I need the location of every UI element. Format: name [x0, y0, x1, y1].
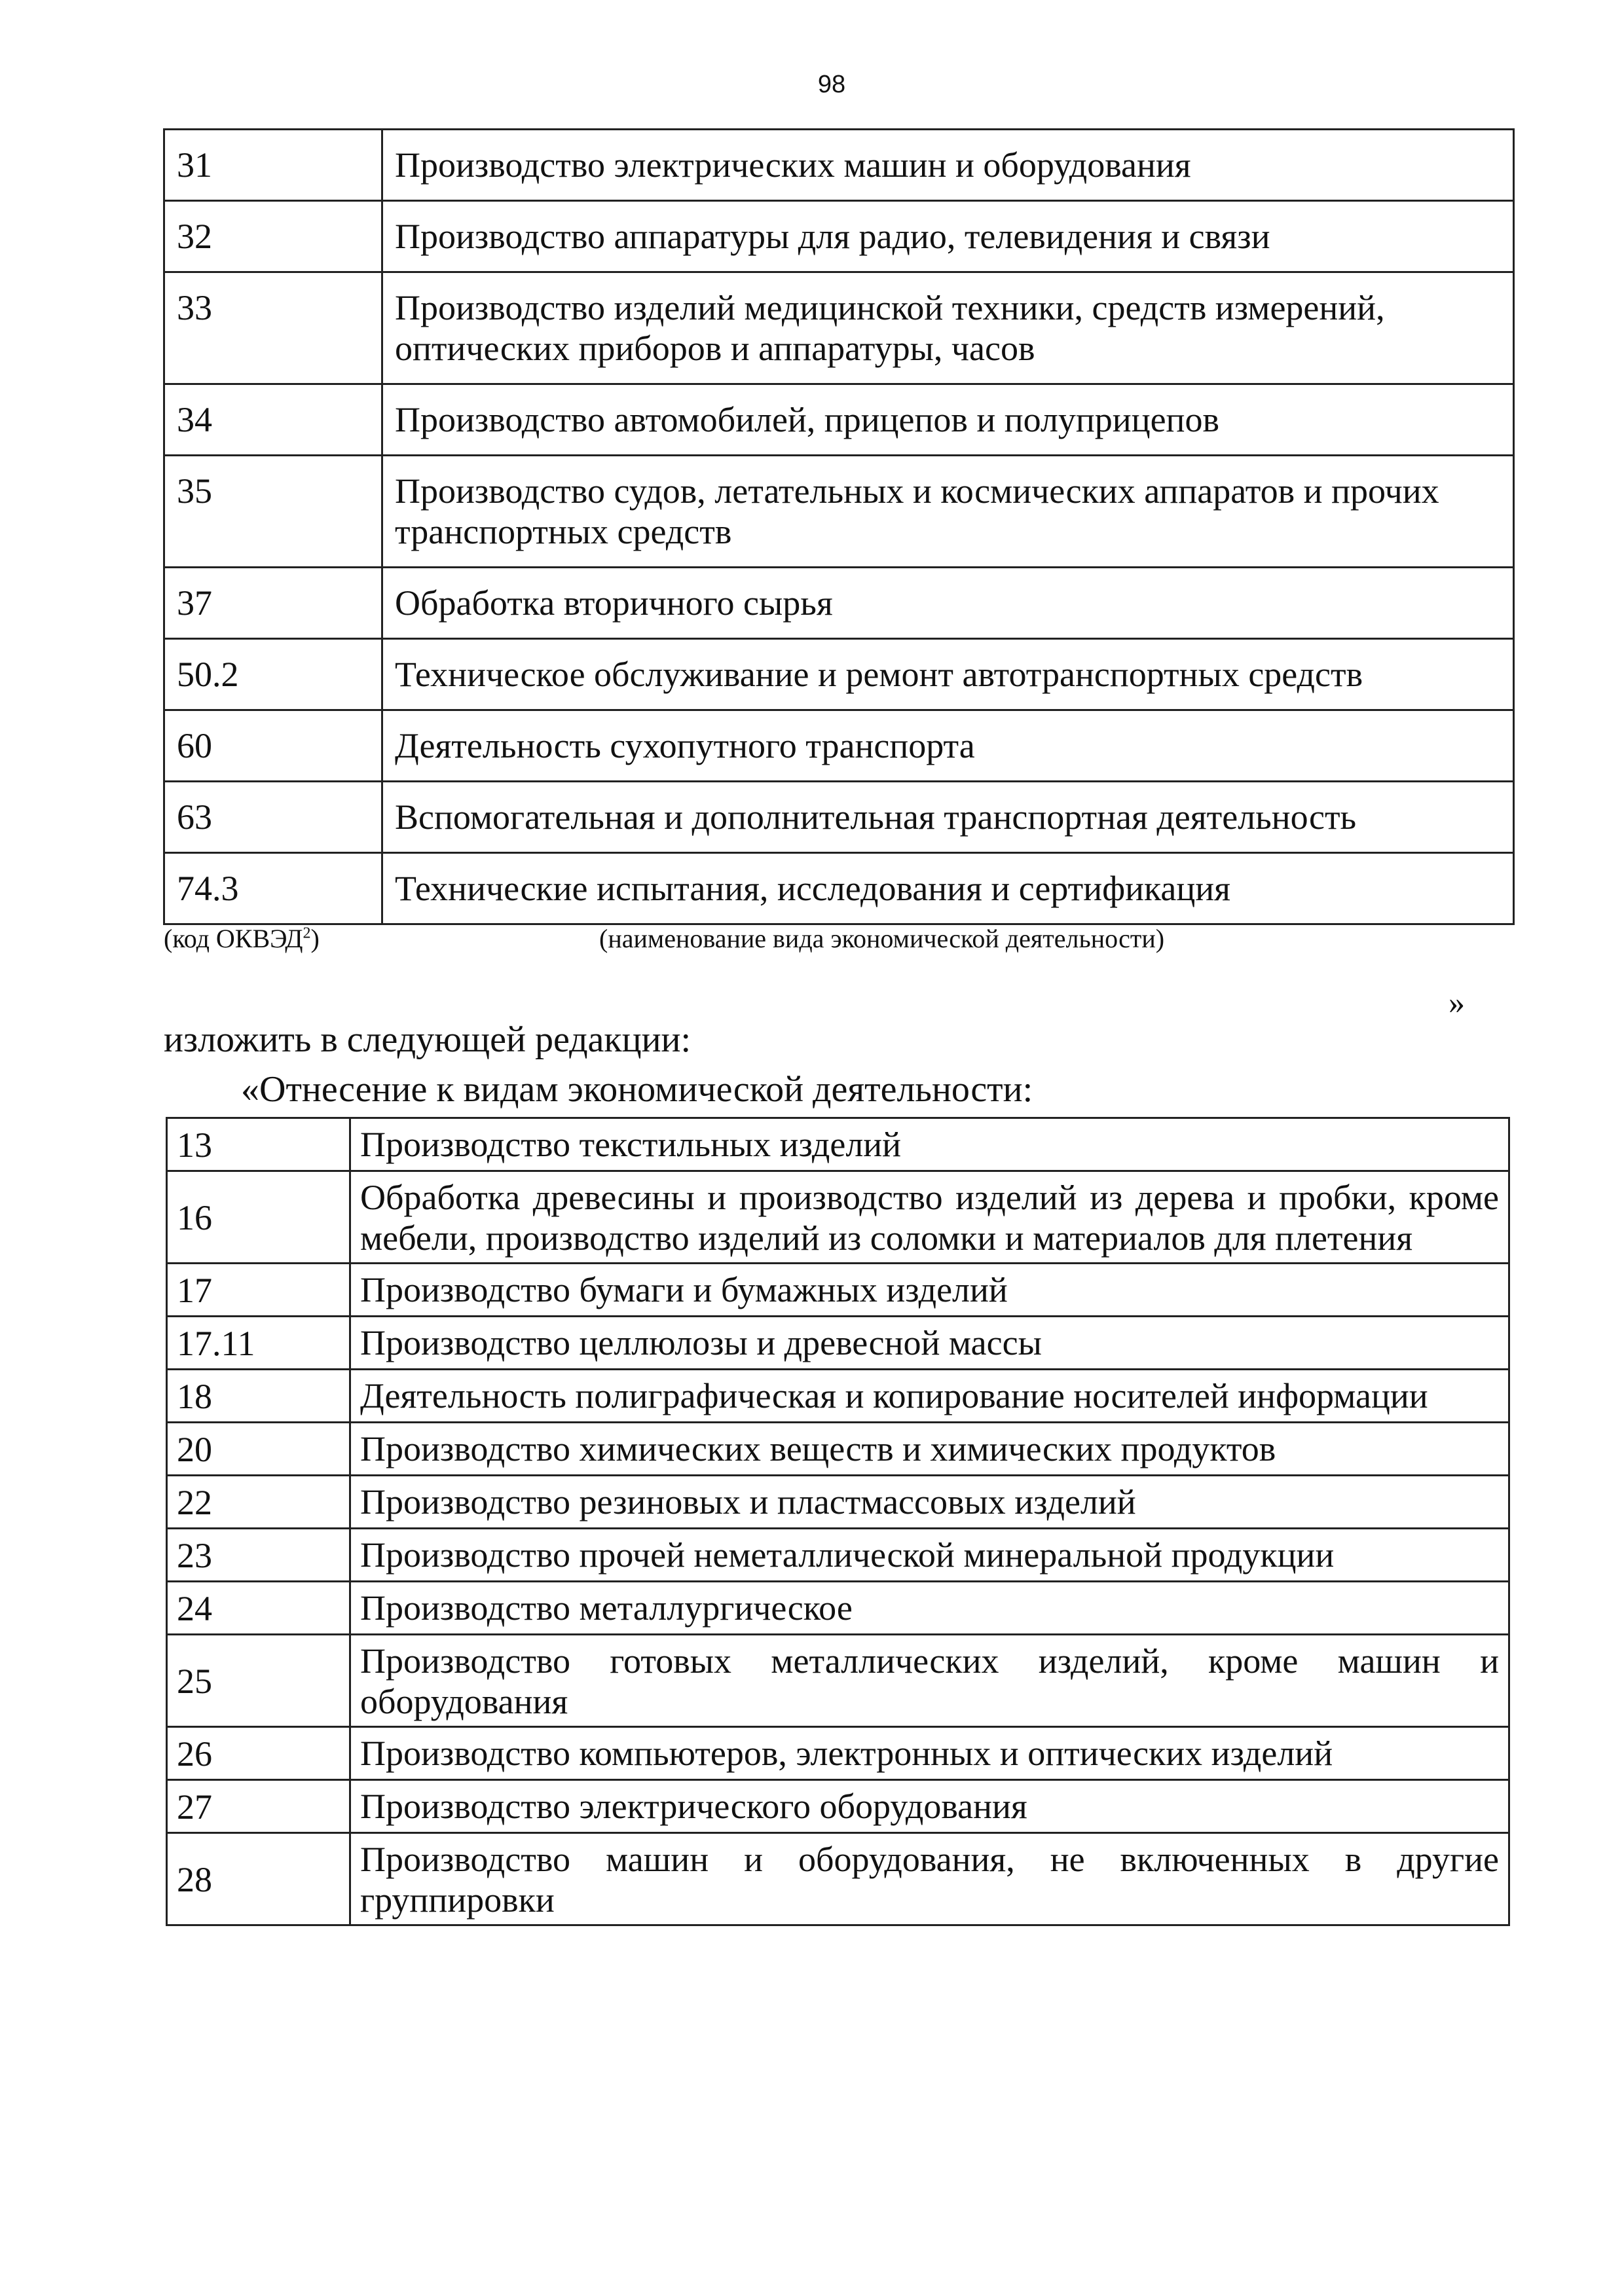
table-row — [167, 1635, 1509, 1727]
activity-name: Обработка вторичного сырья — [382, 568, 1514, 639]
okved-code: 18 — [167, 1370, 350, 1423]
okved-code: 34 — [164, 384, 382, 456]
okved-table-old — [163, 128, 1515, 925]
table-row — [167, 1582, 1509, 1635]
table-row — [164, 853, 1514, 924]
okved-code: 32 — [164, 201, 382, 272]
table-row — [167, 1529, 1509, 1582]
table-row — [167, 1727, 1509, 1780]
okved-code: 22 — [167, 1476, 350, 1529]
table-row — [167, 1370, 1509, 1423]
okved-code: 24 — [167, 1582, 350, 1635]
table-row — [167, 1118, 1509, 1171]
okved-code: 17.11 — [167, 1317, 350, 1370]
activity-name: Производство химических веществ и химических продуктов — [350, 1423, 1509, 1476]
table-row — [167, 1476, 1509, 1529]
activity-name: Производство целлюлозы и древесной массы — [350, 1317, 1509, 1370]
okved-code: 60 — [164, 710, 382, 782]
activity-name: Производство электрического оборудования — [350, 1780, 1509, 1833]
activity-name: Производство металлургическое — [350, 1582, 1509, 1635]
activity-name: Производство электрических машин и оборудования — [382, 130, 1514, 201]
activity-name: Вспомогательная и дополнительная транспортная деятельность — [382, 782, 1514, 853]
table-row — [167, 1171, 1509, 1264]
okved-code: 23 — [167, 1529, 350, 1582]
table-row — [167, 1780, 1509, 1833]
okved-code: 20 — [167, 1423, 350, 1476]
activity-name: Техническое обслуживание и ремонт автотранспортных средств — [382, 639, 1514, 710]
okved-code: 50.2 — [164, 639, 382, 710]
table-row — [167, 1317, 1509, 1370]
okved-code: 16 — [167, 1171, 350, 1264]
table-row — [167, 1264, 1509, 1317]
activity-name: Производство текстильных изделий — [350, 1118, 1509, 1171]
table-row — [167, 1833, 1509, 1925]
table-row — [164, 782, 1514, 853]
activity-name: Производство автомобилей, прицепов и полуприцепов — [382, 384, 1514, 456]
code-caption-label: (код ОКВЭД — [164, 924, 303, 953]
okved-code: 26 — [167, 1727, 350, 1780]
activity-name: Обработка древесины и производство изделий из дерева и пробки, кроме мебели, производство изделий из соломки и материалов для плетения — [350, 1171, 1509, 1264]
activity-name: Производство готовых металлических изделий, кроме машин и оборудования — [350, 1635, 1509, 1727]
code-caption — [164, 923, 320, 954]
page-number: 98 — [817, 71, 846, 98]
activity-name: Производство аппаратуры для радио, телевидения и связи — [382, 201, 1514, 272]
okved-code: 27 — [167, 1780, 350, 1833]
okved-code: 35 — [164, 456, 382, 568]
table-row — [164, 384, 1514, 456]
table-row — [164, 710, 1514, 782]
okved-code: 74.3 — [164, 853, 382, 924]
closing-quote: » — [1449, 984, 1465, 1021]
table-row — [164, 130, 1514, 201]
new-section-heading: «Отнесение к видам экономической деятельности: — [241, 1069, 1033, 1110]
okved-code: 17 — [167, 1264, 350, 1317]
name-caption: (наименование вида экономической деятельности) — [599, 924, 1165, 953]
activity-name: Производство судов, летательных и космических аппаратов и прочих транспортных средств — [382, 456, 1514, 568]
table-row — [164, 639, 1514, 710]
code-caption-close: ) — [310, 924, 320, 953]
activity-name: Производство изделий медицинской техники, средств измерений, оптических приборов и аппаратуры, часов — [382, 272, 1514, 384]
activity-name: Производство компьютеров, электронных и оптических изделий — [350, 1727, 1509, 1780]
okved-code: 63 — [164, 782, 382, 853]
table-row — [164, 201, 1514, 272]
activity-name: Производство прочей неметаллической минеральной продукции — [350, 1529, 1509, 1582]
table-row — [167, 1423, 1509, 1476]
activity-name: Производство машин и оборудования, не включенных в другие группировки — [350, 1833, 1509, 1925]
okved-table-new — [166, 1117, 1510, 1926]
activity-name: Производство бумаги и бумажных изделий — [350, 1264, 1509, 1317]
activity-name: Деятельность полиграфическая и копирование носителей информации — [350, 1370, 1509, 1423]
okved-code: 28 — [167, 1833, 350, 1925]
activity-name: Технические испытания, исследования и сертификация — [382, 853, 1514, 924]
okved-code: 13 — [167, 1118, 350, 1171]
okved-code: 37 — [164, 568, 382, 639]
activity-name: Производство резиновых и пластмассовых изделий — [350, 1476, 1509, 1529]
okved-code: 33 — [164, 272, 382, 384]
okved-code: 25 — [167, 1635, 350, 1727]
activity-name: Деятельность сухопутного транспорта — [382, 710, 1514, 782]
footnote-mark: 2 — [303, 924, 311, 942]
table-row — [164, 272, 1514, 384]
table-row — [164, 456, 1514, 568]
amendment-text: изложить в следующей редакции: — [164, 1019, 692, 1060]
okved-code: 31 — [164, 130, 382, 201]
table-row — [164, 568, 1514, 639]
